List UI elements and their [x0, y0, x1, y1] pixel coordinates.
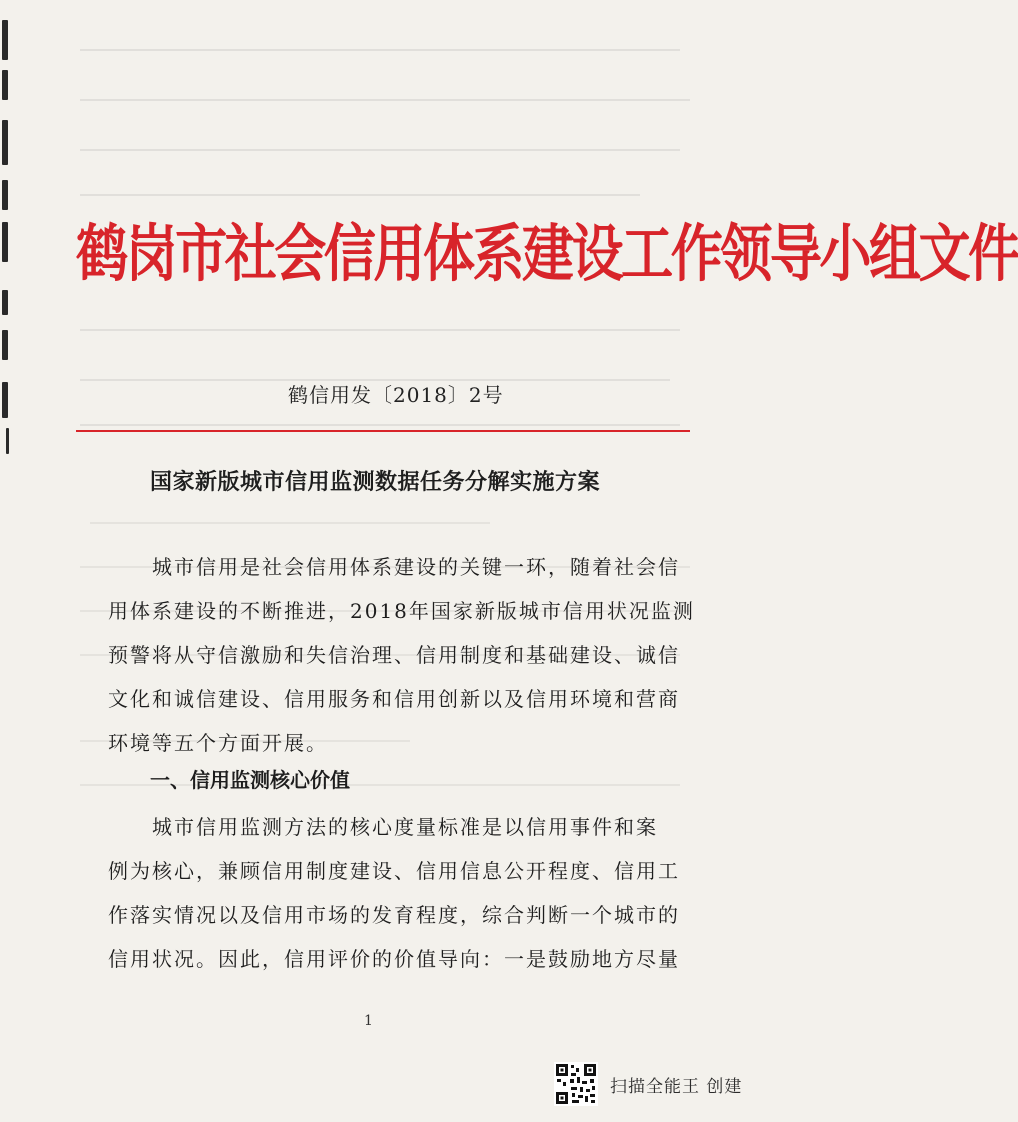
- page-number: 1: [364, 1013, 373, 1029]
- binding-mark: [2, 382, 8, 418]
- paragraph-line: 预警将从守信激励和失信治理、信用制度和基础建设、诚信: [108, 643, 680, 667]
- issuer-header-title: 鹤岗市社会信用体系建设工作领导小组文件: [76, 217, 1018, 290]
- paragraph-line: 文化和诚信建设、信用服务和信用创新以及信用环境和营商: [108, 687, 680, 711]
- scanner-watermark: [554, 1060, 742, 1108]
- paragraph-line: 作落实情况以及信用市场的发育程度，综合判断一个城市的: [108, 903, 680, 927]
- binding-mark: [2, 70, 8, 100]
- qr-code-icon: [554, 1062, 598, 1106]
- paragraph-line: 例为核心，兼顾信用制度建设、信用信息公开程度、信用工: [108, 859, 680, 883]
- red-divider: [76, 430, 690, 432]
- document-title: 国家新版城市信用监测数据任务分解实施方案: [150, 470, 601, 495]
- watermark-text: 扫描全能王 创建: [610, 1076, 743, 1097]
- binding-mark: [2, 290, 8, 315]
- binding-mark: [2, 222, 8, 262]
- binding-mark: [2, 180, 8, 210]
- paragraph-line: 用体系建设的不断推进，2018年国家新版城市信用状况监测: [108, 599, 695, 623]
- binding-edge: [0, 0, 14, 1122]
- paragraph-line: 信用状况。因此，信用评价的价值导向：一是鼓励地方尽量: [108, 947, 680, 971]
- paragraph-line: 城市信用监测方法的核心度量标准是以信用事件和案: [152, 815, 658, 839]
- binding-mark: [2, 330, 8, 360]
- section1-paragraph: [108, 805, 683, 981]
- paragraph-line: 环境等五个方面开展。: [108, 731, 328, 755]
- binding-mark: [2, 20, 8, 60]
- intro-paragraph: [108, 545, 695, 765]
- paragraph-line: 城市信用是社会信用体系建设的关键一环，随着社会信: [152, 555, 680, 579]
- binding-mark: [6, 428, 9, 454]
- document-number: 鹤信用发〔2018〕2号: [288, 383, 504, 407]
- section-heading: 一、信用监测核心价值: [150, 768, 350, 792]
- binding-mark: [2, 120, 8, 165]
